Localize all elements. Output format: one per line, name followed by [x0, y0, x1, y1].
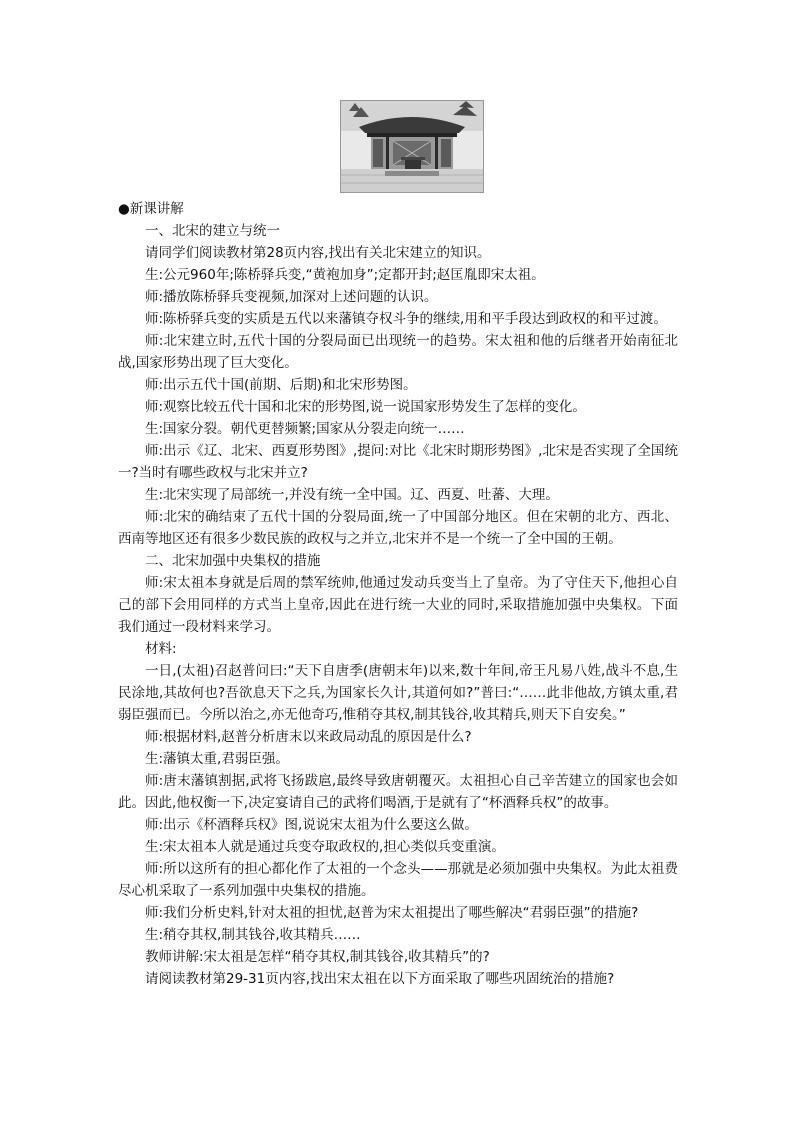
paragraph: 师:所以这所有的担心都化作了太祖的一个念头——那就是必须加强中央集权。为此太祖费尽心机采取了一系列加强中央集权的措施。 — [118, 861, 678, 899]
paragraph: 生:国家分裂。朝代更替频繁;国家从分裂走向统一…… — [145, 421, 465, 437]
paragraph: 师:出示《杯酒释兵权》图,说说宋太祖为什么要这么做。 — [145, 817, 478, 833]
paragraph: 师:观察比较五代十国和北宋的形势图,说一说国家形势发生了怎样的变化。 — [145, 399, 586, 415]
paragraph: 生:北宋实现了局部统一,并没有统一全中国。辽、西夏、吐蕃、大理。 — [145, 487, 559, 503]
lesson-content — [118, 198, 678, 990]
paragraph: 请阅读教材第29-31页内容,找出宋太祖在以下方面采取了哪些巩固统治的措施? — [145, 971, 615, 987]
paragraph: 生:藩镇太重,君弱臣强。 — [145, 751, 289, 767]
paragraph: 教师讲解:宋太祖是怎样“稍夺其权,制其钱谷,收其精兵”的? — [145, 949, 490, 965]
paragraph: 师:唐末藩镇割据,武将飞扬跋扈,最终导致唐朝覆灭。太祖担心自己辛苦建立的国家也会如此。因此,他权衡一下,决定宴请自己的武将们喝酒,于是就有了“杯酒释兵权”的故事。 — [118, 773, 678, 811]
paragraph: 生:公元960年;陈桥驿兵变,“黄袍加身”;定都开封;赵匡胤即宋太祖。 — [145, 267, 545, 283]
paragraph: 师:出示《辽、北宋、西夏形势图》,提问:对比《北宋时期形势图》,北宋是否实现了全国统一?当时有哪些政权与北宋并立? — [118, 443, 678, 481]
paragraph: 师:北宋建立时,五代十国的分裂局面已出现统一的趋势。宋太祖和他的后继者开始南征北战,国家形势出现了巨大变化。 — [118, 333, 678, 371]
paragraph: 师:陈桥驿兵变的实质是五代以来藩镇夺权斗争的继续,用和平手段达到政权的和平过渡。 — [145, 311, 667, 327]
paragraph: 师:我们分析史料,针对太祖的担忧,赵普为宋太祖提出了哪些解决“君弱臣强”的措施? — [145, 905, 639, 921]
material-label: 材料: — [145, 641, 177, 657]
paragraph: 请同学们阅读教材第28页内容,找出有关北宋建立的知识。 — [145, 245, 491, 261]
temple-photo — [340, 100, 484, 193]
subsection-title: 二、北宋加强中央集权的措施 — [145, 553, 321, 569]
material-quote: 一日,(太祖)召赵普问曰:“天下自唐季(唐朝末年)以来,数十年间,帝王凡易八姓,战斗不息,生民涂地,其故何也?吾欲息天下之兵,为国家长久计,其道何如?”普曰:“……此非他故,方镇太重,君弱臣强而已。今所以治之,亦无他奇巧,惟稍夺其权,制其钱谷,收其精兵,则天下自安矣。” — [118, 663, 678, 723]
subsection-title: 一、北宋的建立与统一 — [145, 223, 280, 239]
paragraph: 生:宋太祖本人就是通过兵变夺取政权的,担心类似兵变重演。 — [145, 839, 505, 855]
paragraph: 师:北宋的确结束了五代十国的分裂局面,统一了中国部分地区。但在宋朝的北方、西北、西南等地区还有很多少数民族的政权与之并立,北宋并不是一个统一了全中国的王朝。 — [118, 509, 678, 547]
section-heading: ●新课讲解 — [118, 201, 184, 217]
paragraph: 师:出示五代十国(前期、后期)和北宋形势图。 — [145, 377, 417, 393]
paragraph: 师:播放陈桥驿兵变视频,加深对上述问题的认识。 — [145, 289, 438, 305]
temple-illustration — [341, 101, 483, 192]
paragraph: 师:宋太祖本身就是后周的禁军统帅,他通过发动兵变当上了皇帝。为了守住天下,他担心自己的部下会用同样的方式当上皇帝,因此在进行统一大业的同时,采取措施加强中央集权。下面我们通过一段材料来学习。 — [118, 575, 678, 635]
paragraph: 师:根据材料,赵普分析唐末以来政局动乱的原因是什么? — [145, 729, 472, 745]
paragraph: 生:稍夺其权,制其钱谷,收其精兵…… — [145, 927, 361, 943]
